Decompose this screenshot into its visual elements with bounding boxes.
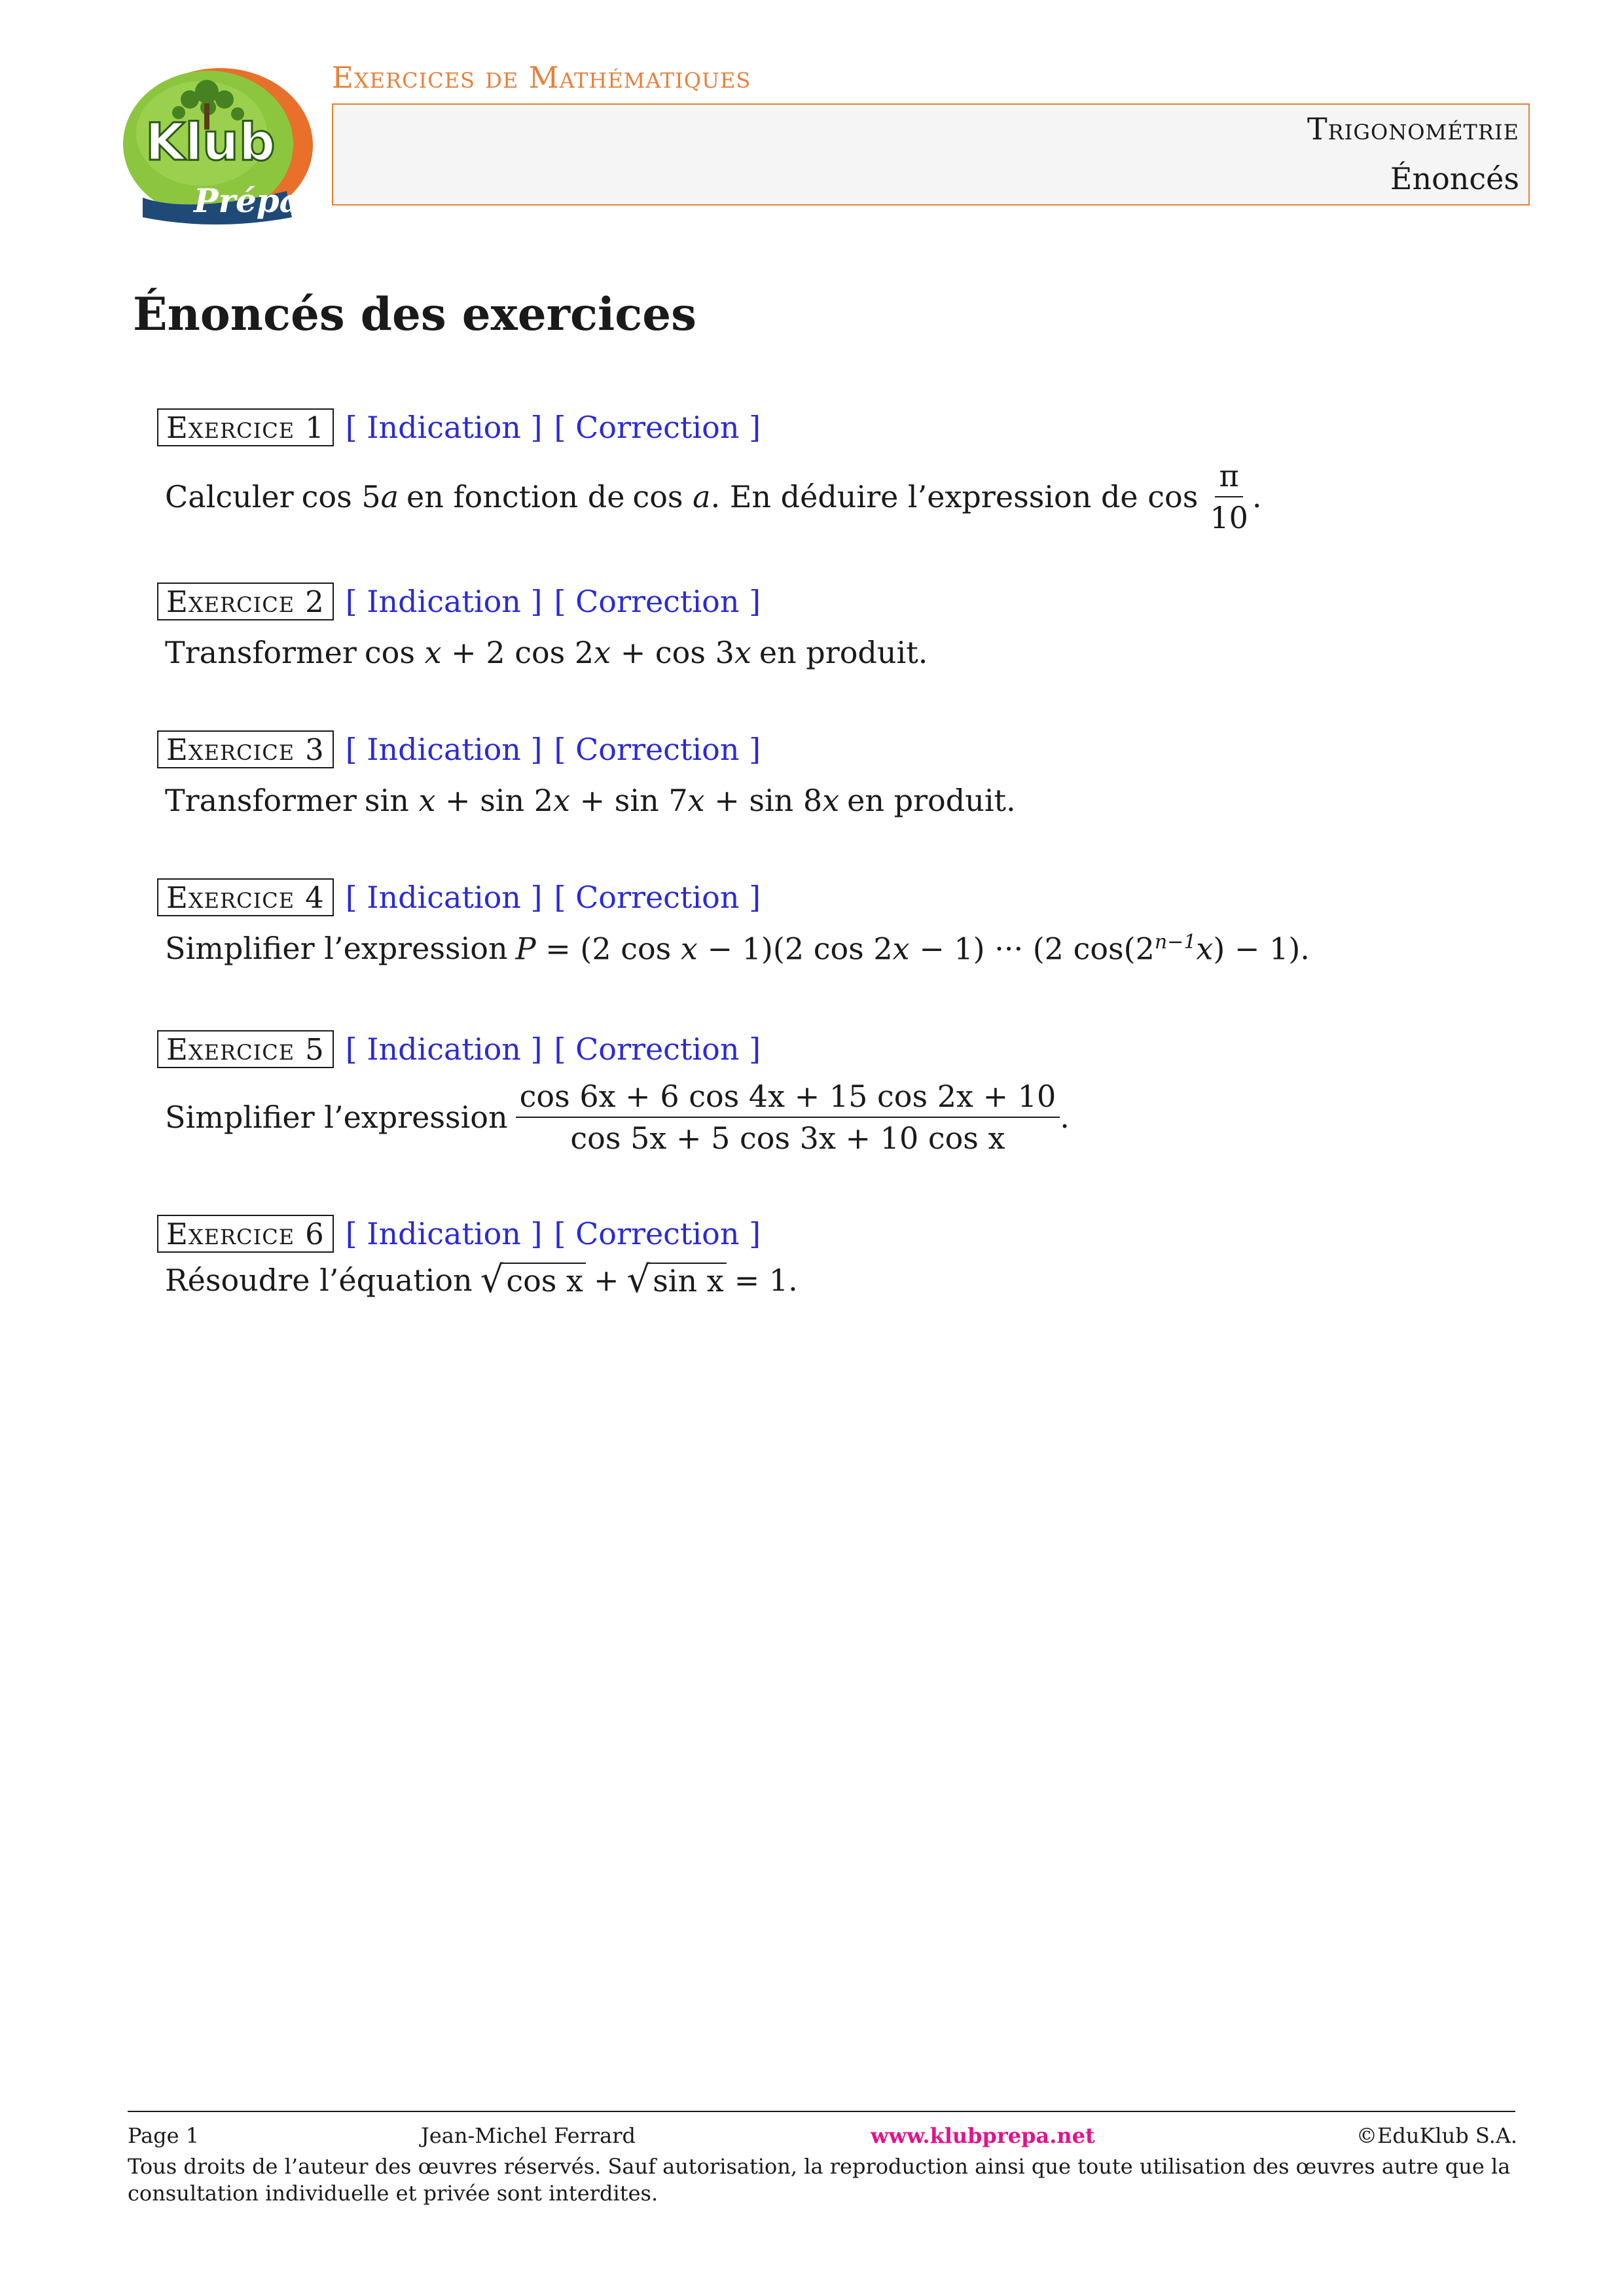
website-link[interactable]: www.klubprepa.net (871, 2123, 1095, 2148)
indication-link[interactable]: [ Indication ] (345, 584, 543, 619)
header-box (332, 103, 1530, 206)
exercise-4-statement: Simplifier l’expression P = (2 cos x − 1)(2 cos 2x − 1) ··· (2 $\cos(2^{n-1}x) - 1$). (165, 931, 1310, 967)
series-title: Exercices de Mathématiques (332, 60, 751, 95)
correction-link[interactable]: [ Correction ] (554, 1031, 761, 1067)
indication-link[interactable]: [ Indication ] (345, 880, 543, 915)
exercise-5-statement: Simplifier l’expression $\frac{\cos 6x + 6 \cos 4x + 15 \cos 2x + 10}{\text{cos 5x + 5 cos 3x + 10 cos x}}$ . (165, 1079, 1070, 1156)
exercise-3-header (157, 728, 761, 771)
indication-link[interactable]: [ Indication ] (345, 1031, 543, 1067)
correction-link[interactable]: [ Correction ] (554, 410, 761, 445)
correction-link[interactable]: [ Correction ] (554, 880, 761, 915)
exercise-5-header (157, 1028, 761, 1071)
exercise-3-statement: Transformer sin x + sin 2x + sin 7x + sin 8x en produit. (165, 783, 1016, 818)
svg-text:Klub: Klub (145, 113, 276, 172)
exercise-number-box: Exercice 5 (157, 1030, 334, 1068)
indication-link[interactable]: [ Indication ] (345, 410, 543, 445)
fraction: $\frac{\cos 6x + 6 \cos 4x + 15 \cos 2x + 10}{\text{cos 5x + 5 cos 3x + 10 cos x}}$ (516, 1079, 1060, 1156)
author-name: Jean-Michel Ferrard (421, 2123, 636, 2148)
indication-link[interactable]: [ Indication ] (345, 1216, 543, 1251)
exercise-1-statement: Calculer cos 5a en fonction de cos a. En déduire l’expression de cos $\frac{\pi}{10}$ . (165, 458, 1262, 535)
topic-label: Trigonométrie (1307, 111, 1519, 147)
square-root: √ sin x (627, 1262, 727, 1299)
footer-divider (128, 2111, 1515, 2112)
page-number: Page 1 (128, 2123, 200, 2148)
svg-text:Prépa: Prépa (194, 181, 301, 220)
exercise-number-box: Exercice 2 (157, 583, 334, 620)
exercise-number-box: Exercice 6 (157, 1215, 334, 1253)
fraction: $\frac{\pi}{10}$ (1210, 458, 1248, 535)
page-title: Énoncés des exercices (133, 288, 697, 341)
indication-link[interactable]: [ Indication ] (345, 732, 543, 767)
exercise-number-box: Exercice 3 (157, 730, 334, 768)
exercise-6-statement: Résoudre l’équation √ cos x + √ sin x = 1. (165, 1259, 798, 1301)
exercise-1-header (157, 406, 761, 449)
correction-link[interactable]: [ Correction ] (554, 584, 761, 619)
rights-notice: Tous droits de l’auteur des œuvres réservés. Sauf autorisation, la reproduction ainsi que toute utilisation des œuvres autre que la consultation individuelle et privée sont interdites. (128, 2154, 1511, 2206)
exercise-2-statement: Transformer cos x + 2 cos 2x + cos 3x en produit. (165, 635, 928, 670)
exercise-number-box: Exercice 1 (157, 408, 334, 446)
section-label: Énoncés (1390, 161, 1519, 196)
klubprepa-logo (117, 60, 313, 230)
exercise-number-box: Exercice 4 (157, 878, 334, 916)
exercise-2-header (157, 580, 761, 623)
exercise-6-header (157, 1212, 761, 1255)
correction-link[interactable]: [ Correction ] (554, 732, 761, 767)
exercise-4-header (157, 876, 761, 919)
copyright: ©EduKlub S.A. (1356, 2123, 1518, 2148)
square-root: √ cos x (480, 1262, 586, 1299)
correction-link[interactable]: [ Correction ] (554, 1216, 761, 1251)
